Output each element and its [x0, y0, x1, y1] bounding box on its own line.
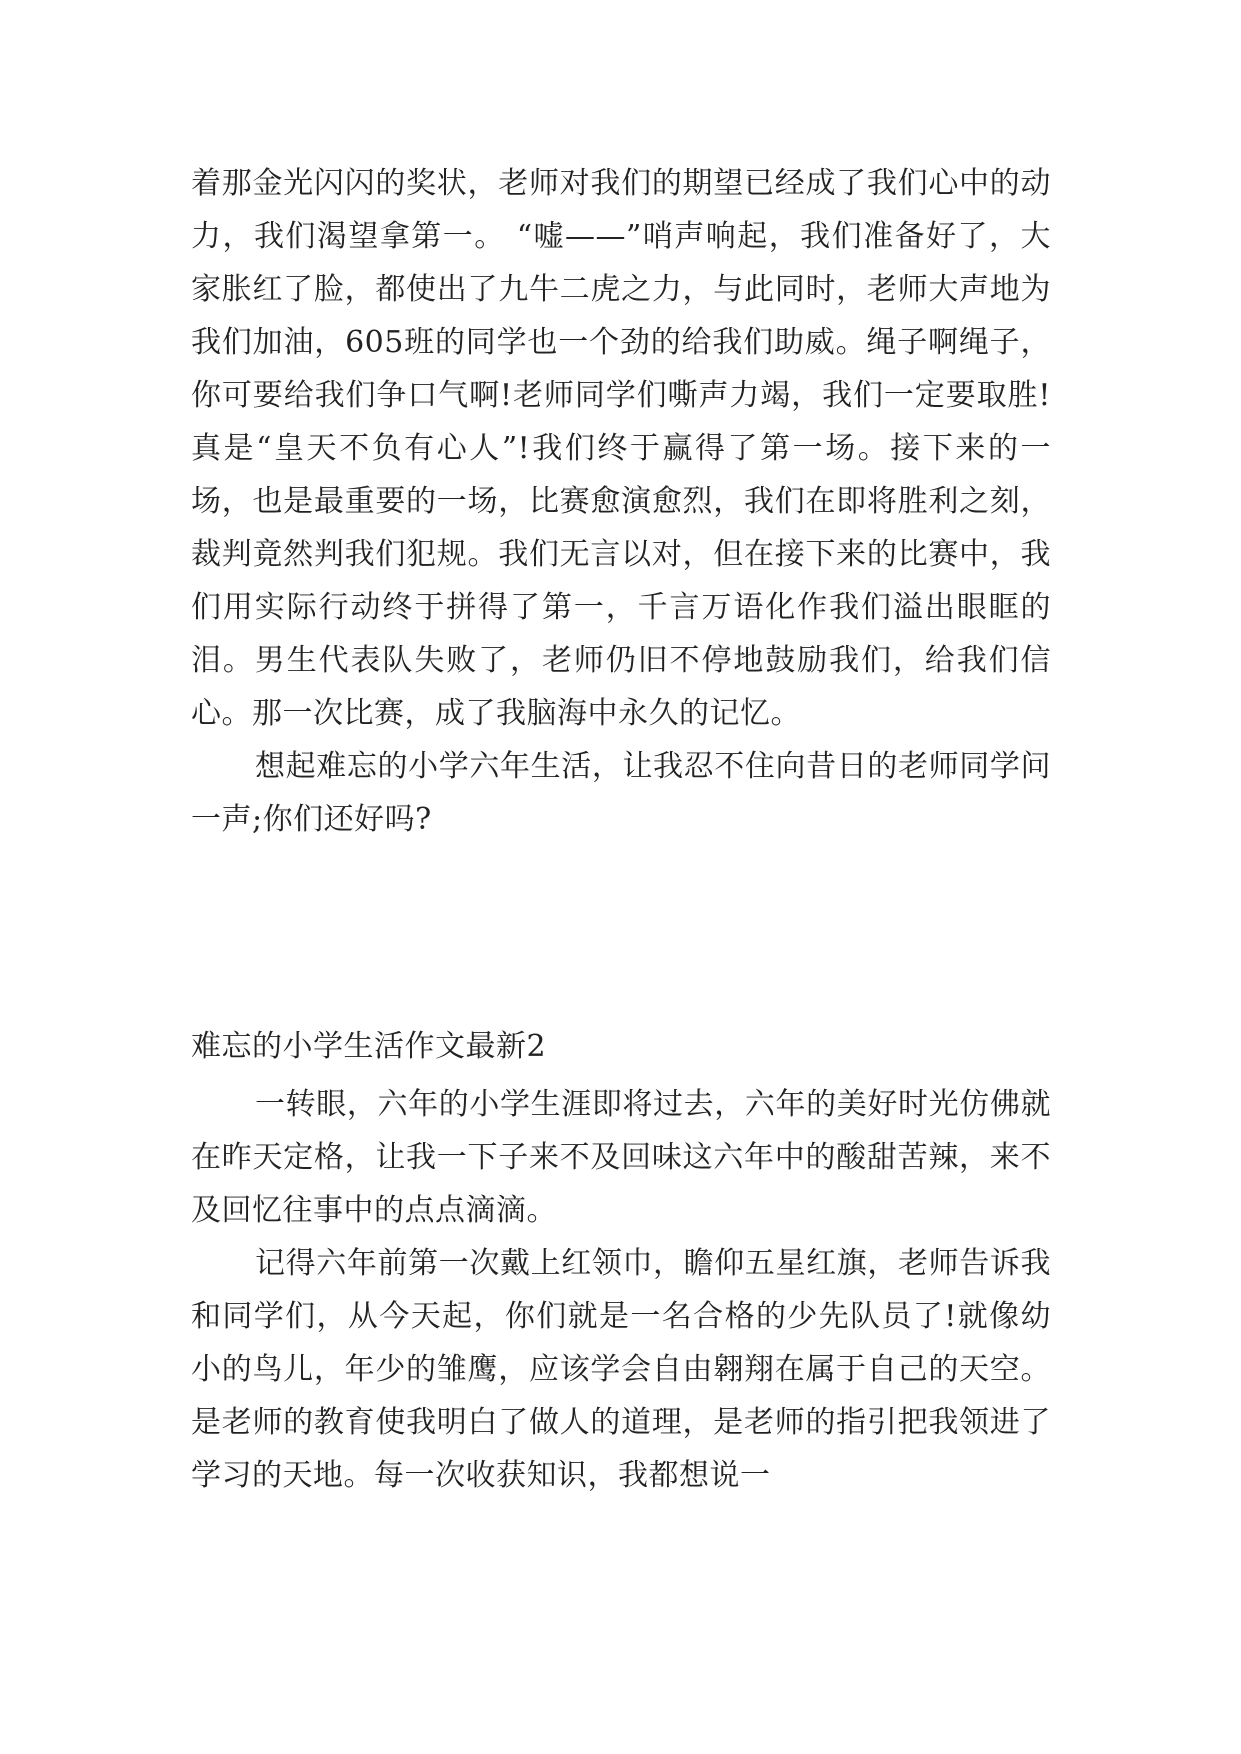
paragraph-closing: 想起难忘的小学六年生活，让我忍不住向昔日的老师同学问一声;你们还好吗?	[191, 749, 1051, 837]
essay-section-1	[191, 157, 1051, 846]
essay-section-2	[191, 1020, 1051, 1502]
paragraph-tug-of-war: 着那金光闪闪的奖状，老师对我们的期望已经成了我们心中的动力，我们渴望拿第一。 “嘘——”哨声响起，我们准备好了，大家胀红了脸，都使出了九牛二虎之力，与此同时，老师大声地为我们加油，605班的同学也一个劲的给我们助威。绳子啊绳子，你可要给我们争口气啊!老师同学们嘶声力竭，我们一定要取胜!真是“皇天不负有心人”!我们终于赢得了第一场。接下来的一场，也是最重要的一场，比赛愈演愈烈，我们在即将胜利之刻，裁判竟然判我们犯规。我们无言以对，但在接下来的比赛中，我们用实际行动终于拼得了第一，千言万语化作我们溢出眼眶的泪。男生代表队失败了，老师仍旧不停地鼓励我们，给我们信心。那一次比赛，成了我脑海中永久的记忆。	[191, 166, 1051, 731]
paragraph-red-scarf: 记得六年前第一次戴上红领巾，瞻仰五星红旗，老师告诉我和同学们，从今天起，你们就是一名合格的少先队员了!就像幼小的鸟儿，年少的雏鹰，应该学会自由翱翔在属于自己的天空。是老师的教育使我明白了做人的道理，是老师的指引把我领进了学习的天地。每一次收获知识，我都想说一	[191, 1246, 1051, 1493]
essay-title: 难忘的小学生活作文最新2	[191, 1029, 547, 1064]
paragraph-intro: 一转眼，六年的小学生涯即将过去，六年的美好时光仿佛就在昨天定格，让我一下子来不及回味这六年中的酸甜苦辣，来不及回忆往事中的点点滴滴。	[191, 1087, 1051, 1228]
